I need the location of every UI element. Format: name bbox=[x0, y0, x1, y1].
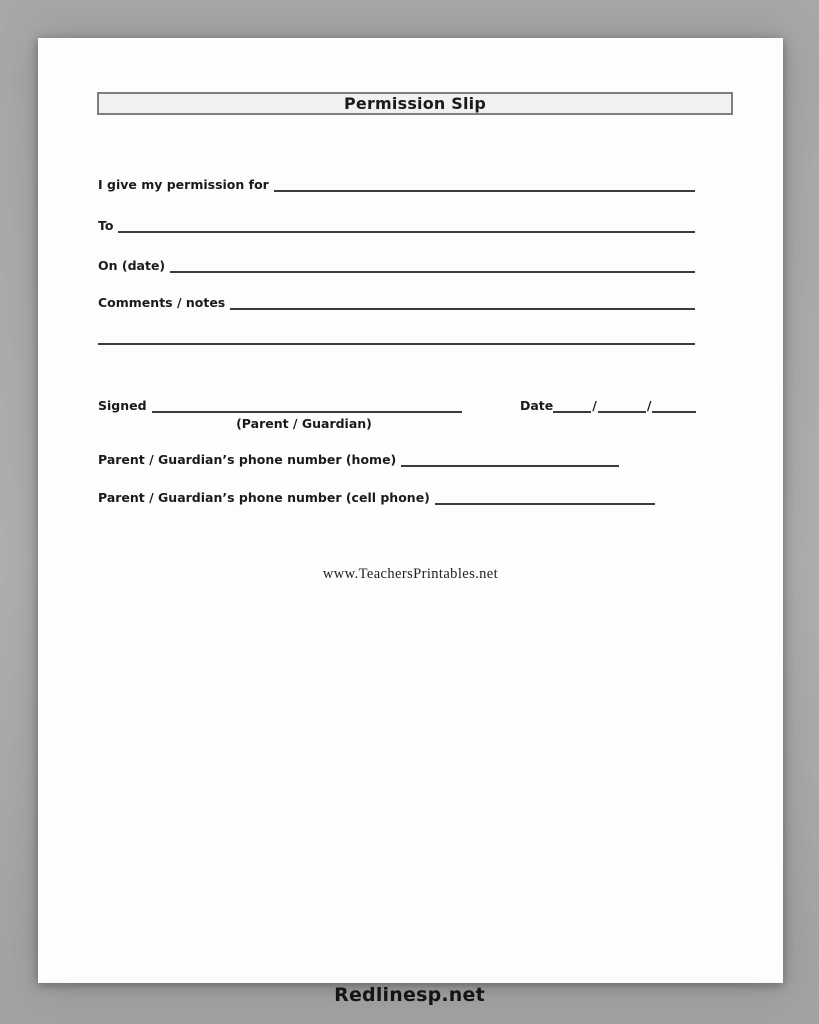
permission-for-row bbox=[98, 176, 695, 192]
date-day-input-line[interactable] bbox=[598, 410, 646, 413]
watermark-text: Redlinesp.net bbox=[334, 984, 485, 1006]
signed-label: Signed bbox=[98, 398, 147, 413]
on-date-row bbox=[98, 257, 695, 273]
source-url: www.TeachersPrintables.net bbox=[322, 566, 499, 582]
comments-row bbox=[98, 294, 695, 310]
phone-home-label: Parent / Guardian’s phone number (home) bbox=[98, 452, 397, 467]
phone-cell-input-line[interactable] bbox=[435, 502, 655, 505]
to-label: To bbox=[98, 218, 114, 233]
page-title: Permission Slip bbox=[343, 94, 487, 113]
date-month-input-line[interactable] bbox=[553, 410, 591, 413]
comments-input-line[interactable] bbox=[230, 307, 695, 310]
date-year-input-line[interactable] bbox=[652, 410, 696, 413]
date-separator: / bbox=[592, 398, 597, 413]
signed-row bbox=[98, 397, 528, 413]
permission-for-label: I give my permission for bbox=[98, 177, 269, 192]
signed-caption: (Parent / Guardian) bbox=[236, 416, 372, 431]
comments-second-input-line[interactable] bbox=[98, 328, 695, 345]
phone-home-input-line[interactable] bbox=[401, 464, 619, 467]
to-input-line[interactable] bbox=[118, 230, 695, 233]
title-box bbox=[97, 92, 733, 115]
signature-input-line[interactable] bbox=[152, 410, 462, 413]
on-date-label: On (date) bbox=[98, 258, 166, 273]
phone-cell-label: Parent / Guardian’s phone number (cell phone) bbox=[98, 490, 430, 505]
permission-for-input-line[interactable] bbox=[274, 189, 695, 192]
phone-home-row bbox=[98, 451, 695, 467]
to-row bbox=[98, 217, 695, 233]
date-separator: / bbox=[646, 398, 652, 413]
date-label: Date bbox=[520, 398, 554, 413]
permission-slip-page bbox=[38, 38, 783, 983]
comments-label: Comments / notes bbox=[98, 295, 226, 310]
phone-cell-row bbox=[98, 489, 695, 505]
date-row bbox=[520, 397, 700, 413]
on-date-input-line[interactable] bbox=[170, 270, 695, 273]
